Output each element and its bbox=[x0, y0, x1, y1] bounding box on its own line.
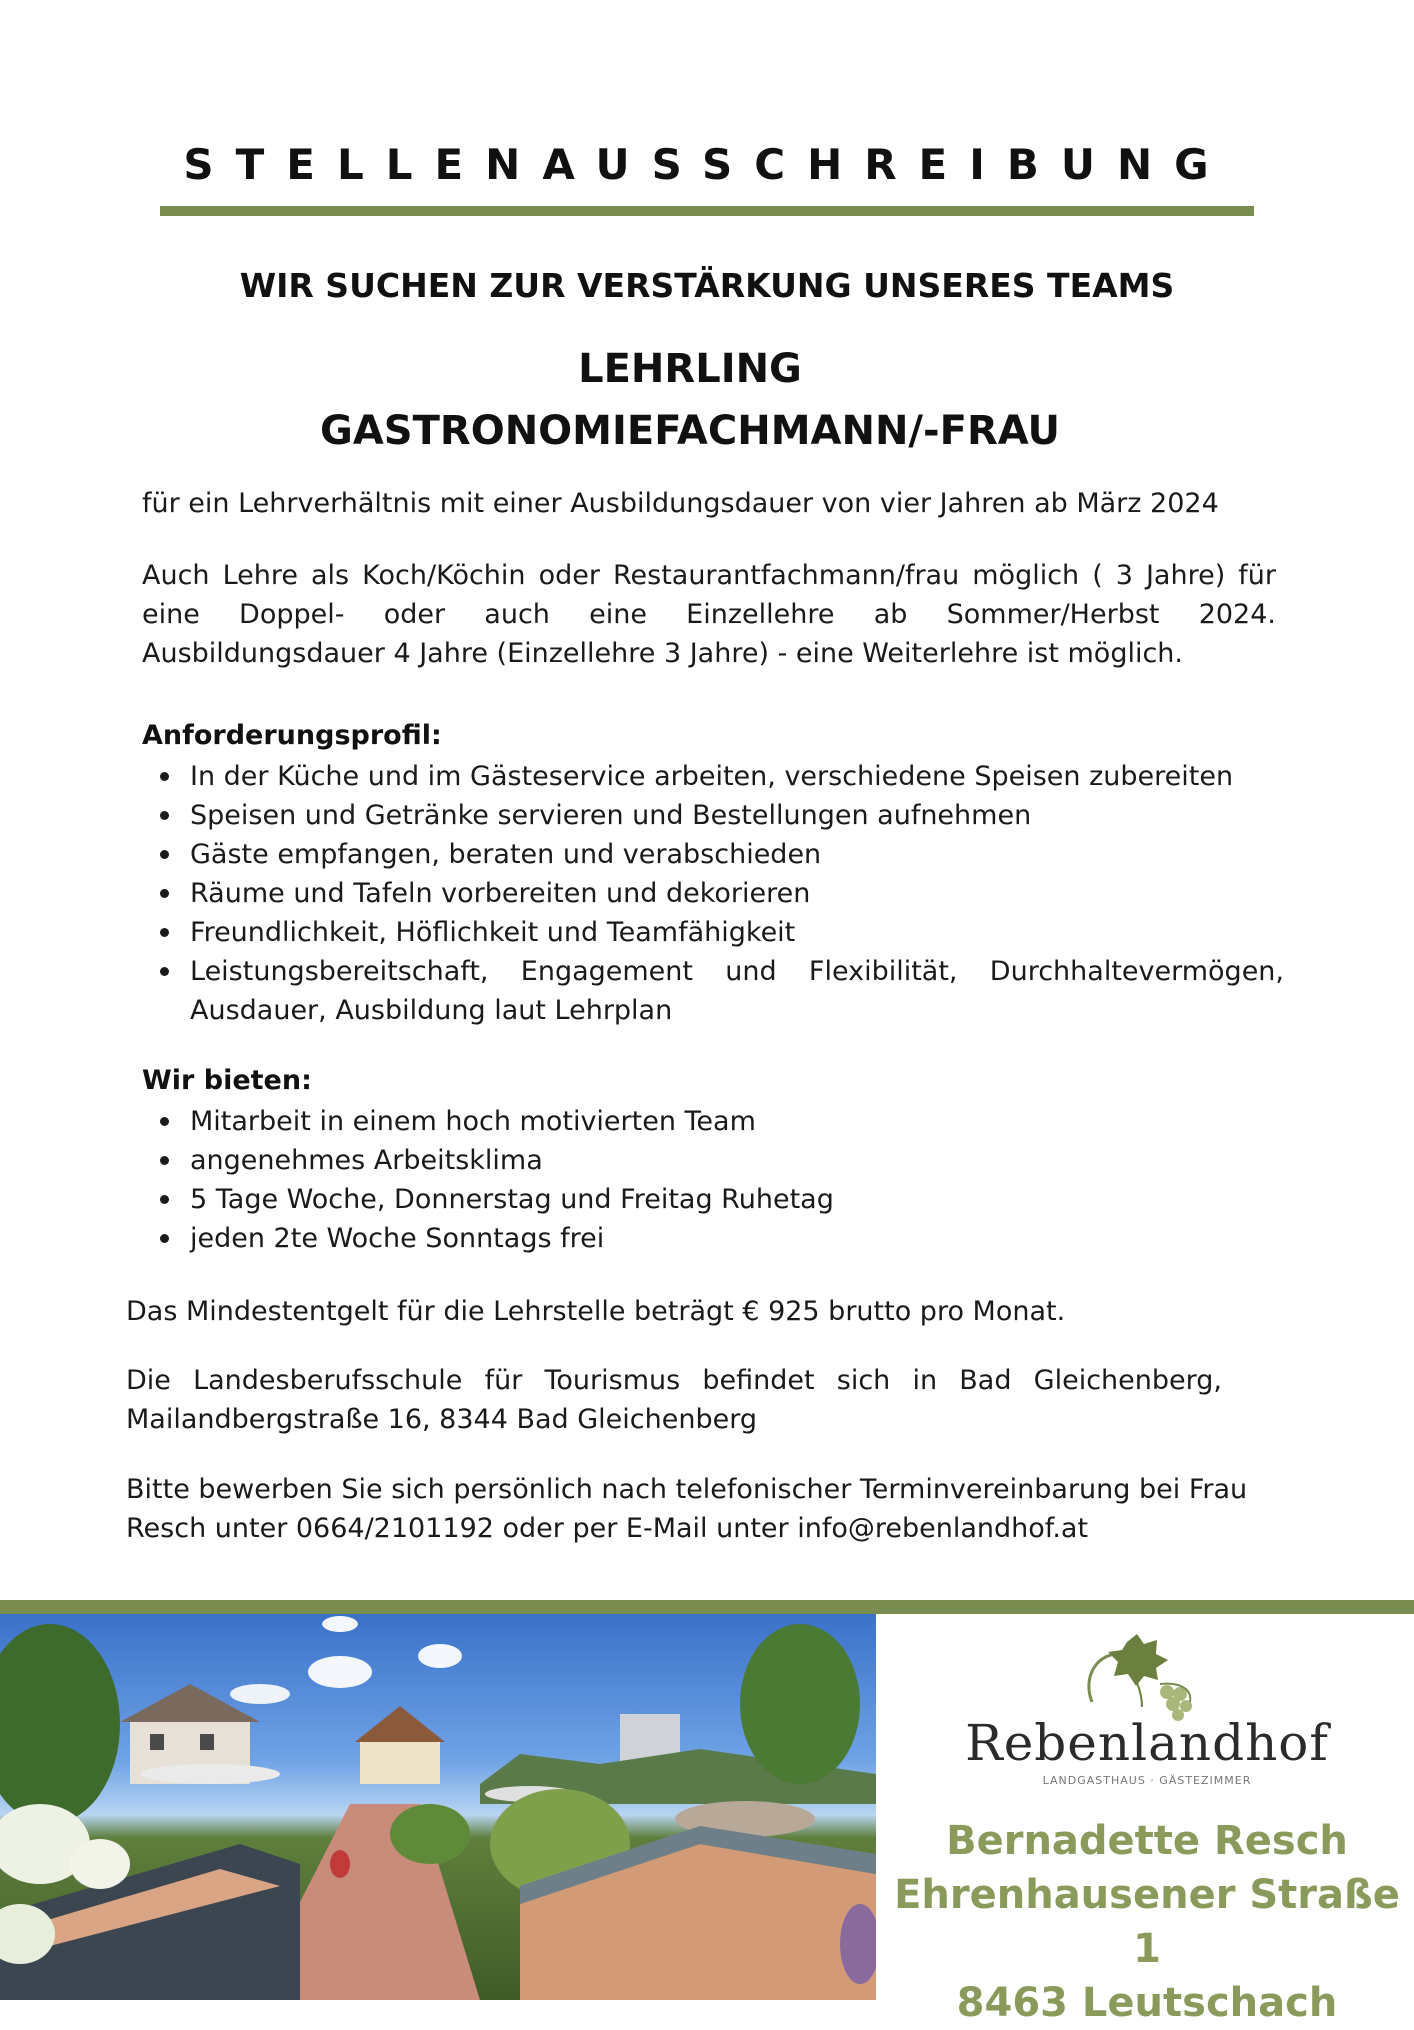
list-item: angenehmes Arbeitsklima bbox=[190, 1141, 1284, 1180]
subtitle: WIR SUCHEN ZUR VERSTÄRKUNG UNSERES TEAMS bbox=[239, 266, 1175, 305]
job-title bbox=[0, 338, 1380, 462]
school-text: Die Landesberufsschule für Tourismus befindet sich in Bad Gleichenberg, Mailandbergstraße 16, 8344 Bad Gleichenberg bbox=[126, 1365, 1222, 1435]
list-item: 5 Tage Woche, Donnerstag und Freitag Ruhetag bbox=[190, 1180, 1284, 1219]
brand-logo-text: Rebenlandhof bbox=[965, 1714, 1329, 1772]
application-text: Bitte bewerben Sie sich persönlich nach telefonischer Terminvereinbarung bei Frau Resch unter 0664/2101192 oder per E-Mail unter info@rebenlandhof.at bbox=[126, 1474, 1248, 1544]
contact-name: Bernadette Resch bbox=[946, 1818, 1348, 1864]
requirements-heading: Anforderungsprofil: bbox=[142, 720, 442, 751]
requirements-list bbox=[142, 757, 1284, 1030]
list-item: jeden 2te Woche Sonntags frei bbox=[190, 1219, 1284, 1258]
list-item: Gäste empfangen, beraten und verabschieden bbox=[190, 835, 1284, 874]
brand-panel bbox=[880, 1614, 1414, 2026]
list-item: Leistungsbereitschaft, Engagement und Flexibilität, Durchhaltevermögen, Ausdauer, Ausbildung laut Lehrplan bbox=[190, 952, 1284, 1030]
list-item: In der Küche und im Gästeservice arbeiten, verschiedene Speisen zubereiten bbox=[190, 757, 1284, 796]
list-item: Mitarbeit in einem hoch motivierten Team bbox=[190, 1102, 1284, 1141]
offer-heading: Wir bieten: bbox=[142, 1065, 312, 1096]
salary-text: Das Mindestentgelt für die Lehrstelle beträgt € 925 brutto pro Monat. bbox=[126, 1296, 1066, 1327]
page-title: STELLENAUSSCHREIBUNG bbox=[183, 140, 1231, 189]
contact-street: Ehrenhausener Straße 1 bbox=[894, 1872, 1400, 1972]
offer-list bbox=[142, 1102, 1284, 1258]
grapevine-leaf-icon bbox=[1072, 1632, 1222, 1722]
job-title-line1: LEHRLING bbox=[578, 346, 802, 392]
intro-duration: für ein Lehrverhältnis mit einer Ausbildungsdauer von vier Jahren ab März 2024 bbox=[142, 488, 1219, 519]
list-item: Räume und Tafeln vorbereiten und dekorieren bbox=[190, 874, 1284, 913]
intro-alternatives: Auch Lehre als Koch/Köchin oder Restaurantfachmann/frau möglich ( 3 Jahre) für eine Doppel- oder auch eine Einzellehre ab Sommer/Herbst 2024. Ausbildungsdauer 4 Jahre (Einzellehre 3 Jahre) - eine Weiterlehre ist möglich. bbox=[142, 560, 1276, 669]
list-item: Speisen und Getränke servieren und Bestellungen aufnehmen bbox=[190, 796, 1284, 835]
list-item: Freundlichkeit, Höflichkeit und Teamfähigkeit bbox=[190, 913, 1284, 952]
job-title-line2: GASTRONOMIEFACHMANN/-FRAU bbox=[320, 408, 1060, 454]
brand-tagline: LANDGASTHAUS · GÄSTEZIMMER bbox=[1042, 1774, 1252, 1787]
contact-city: 8463 Leutschach bbox=[956, 1980, 1338, 2026]
footer-divider bbox=[0, 1600, 1414, 1614]
garden-terrace-photo bbox=[0, 1614, 876, 2000]
title-divider bbox=[160, 206, 1254, 216]
garden-terrace-illustration bbox=[0, 1614, 876, 2000]
contact-address bbox=[880, 1814, 1414, 2030]
